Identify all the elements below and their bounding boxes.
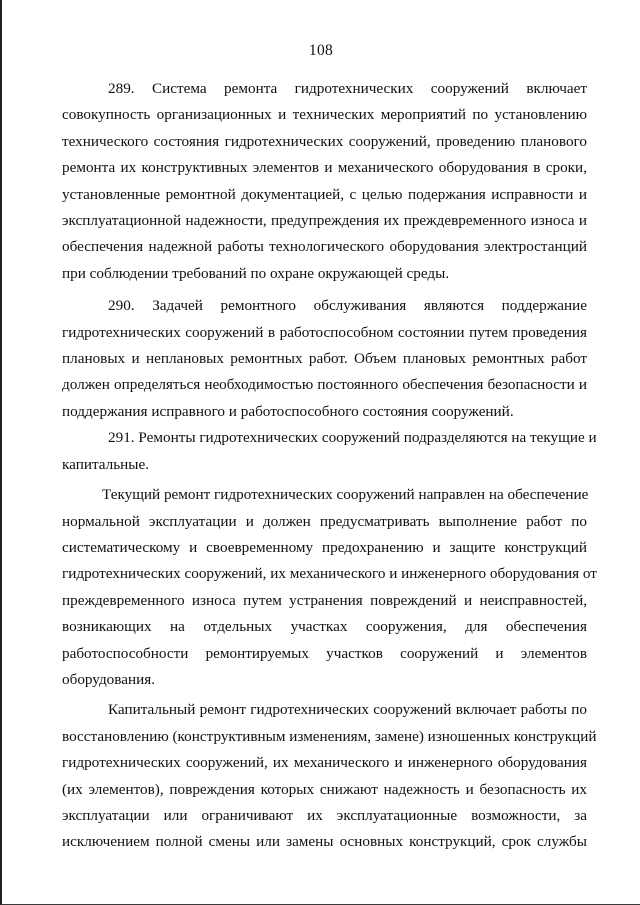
text-line: плановых и неплановых ремонтных работ. Объем плановых ремонтных работ — [62, 350, 587, 368]
text-line: возникающих на отдельных участках сооружения, для обеспечения — [62, 618, 587, 636]
text-line: Текущий ремонт гидротехнических сооружений направлен на обеспечение — [102, 486, 589, 504]
text-line: ремонта их конструктивных элементов и механического оборудования в сроки, — [62, 159, 587, 177]
paragraph-291 — [62, 425, 597, 478]
text-line: установленные ремонтной документацией, с целью подержания исправности и — [62, 185, 587, 203]
text-line: гидротехнических сооружений, их механического и инженерного оборудования от — [62, 565, 597, 583]
page-number: 108 — [308, 42, 334, 59]
text-line: преждевременного износа путем устранения повреждений и неисправностей, — [62, 591, 587, 609]
text-line: 290. Задачей ремонтного обслуживания являются поддержание — [108, 297, 587, 315]
text-line: 291. Ремонты гидротехнических сооружений подразделяются на текущие и — [108, 429, 597, 447]
text-line: эксплуатации или ограничивают их эксплуатационные возможности, за — [62, 806, 587, 824]
text-line: обеспечения надежной работы технологического оборудования электростанций — [62, 238, 587, 256]
text-line: оборудования. — [62, 670, 156, 688]
paragraph-290 — [62, 293, 587, 425]
text-line: гидротехнических сооружений, их механического и инженерного оборудования — [62, 754, 587, 772]
paragraph-capital-repair — [62, 697, 597, 855]
text-line: должен определяться необходимостью постоянного обеспечения безопасности и — [62, 376, 587, 394]
paragraph-current-repair — [62, 482, 597, 693]
text-line: (их элементов), повреждения которых снижают надежность и безопасность их — [62, 780, 587, 798]
text-line: исключением полной смены или замены основных конструкций, срок службы — [62, 833, 587, 851]
text-line: восстановлению (конструктивным изменениям, замене) изношенных конструкций — [62, 727, 597, 745]
text-line: 289. Система ремонта гидротехнических сооружений включает — [108, 80, 587, 97]
text-line: капитальные. — [62, 455, 150, 473]
document-body — [62, 76, 597, 856]
text-line: технического состояния гидротехнических сооружений, проведению планового — [62, 132, 587, 150]
text-line: гидротехнических сооружений в работоспособном состоянии путем проведения — [62, 323, 587, 341]
text-line: систематическому и своевременному предохранению и защите конструкций — [62, 538, 587, 556]
text-line: нормальной эксплуатации и должен предусматривать выполнение работ по — [62, 512, 587, 530]
paragraph-289 — [62, 76, 587, 287]
text-line: при соблюдении требований по охране окружающей среды. — [62, 264, 450, 282]
text-line: поддержания исправного и работоспособного состояния сооружений. — [62, 402, 514, 420]
text-line: совокупность организационных и технических мероприятий по установлению — [62, 106, 587, 124]
text-line: работоспособности ремонтируемых участков сооружений и элементов — [62, 644, 587, 662]
text-line: эксплуатационной надежности, предупреждения их преждевременного износа и — [62, 212, 587, 230]
text-line: Капитальный ремонт гидротехнических сооружений включает работы по — [108, 701, 587, 719]
